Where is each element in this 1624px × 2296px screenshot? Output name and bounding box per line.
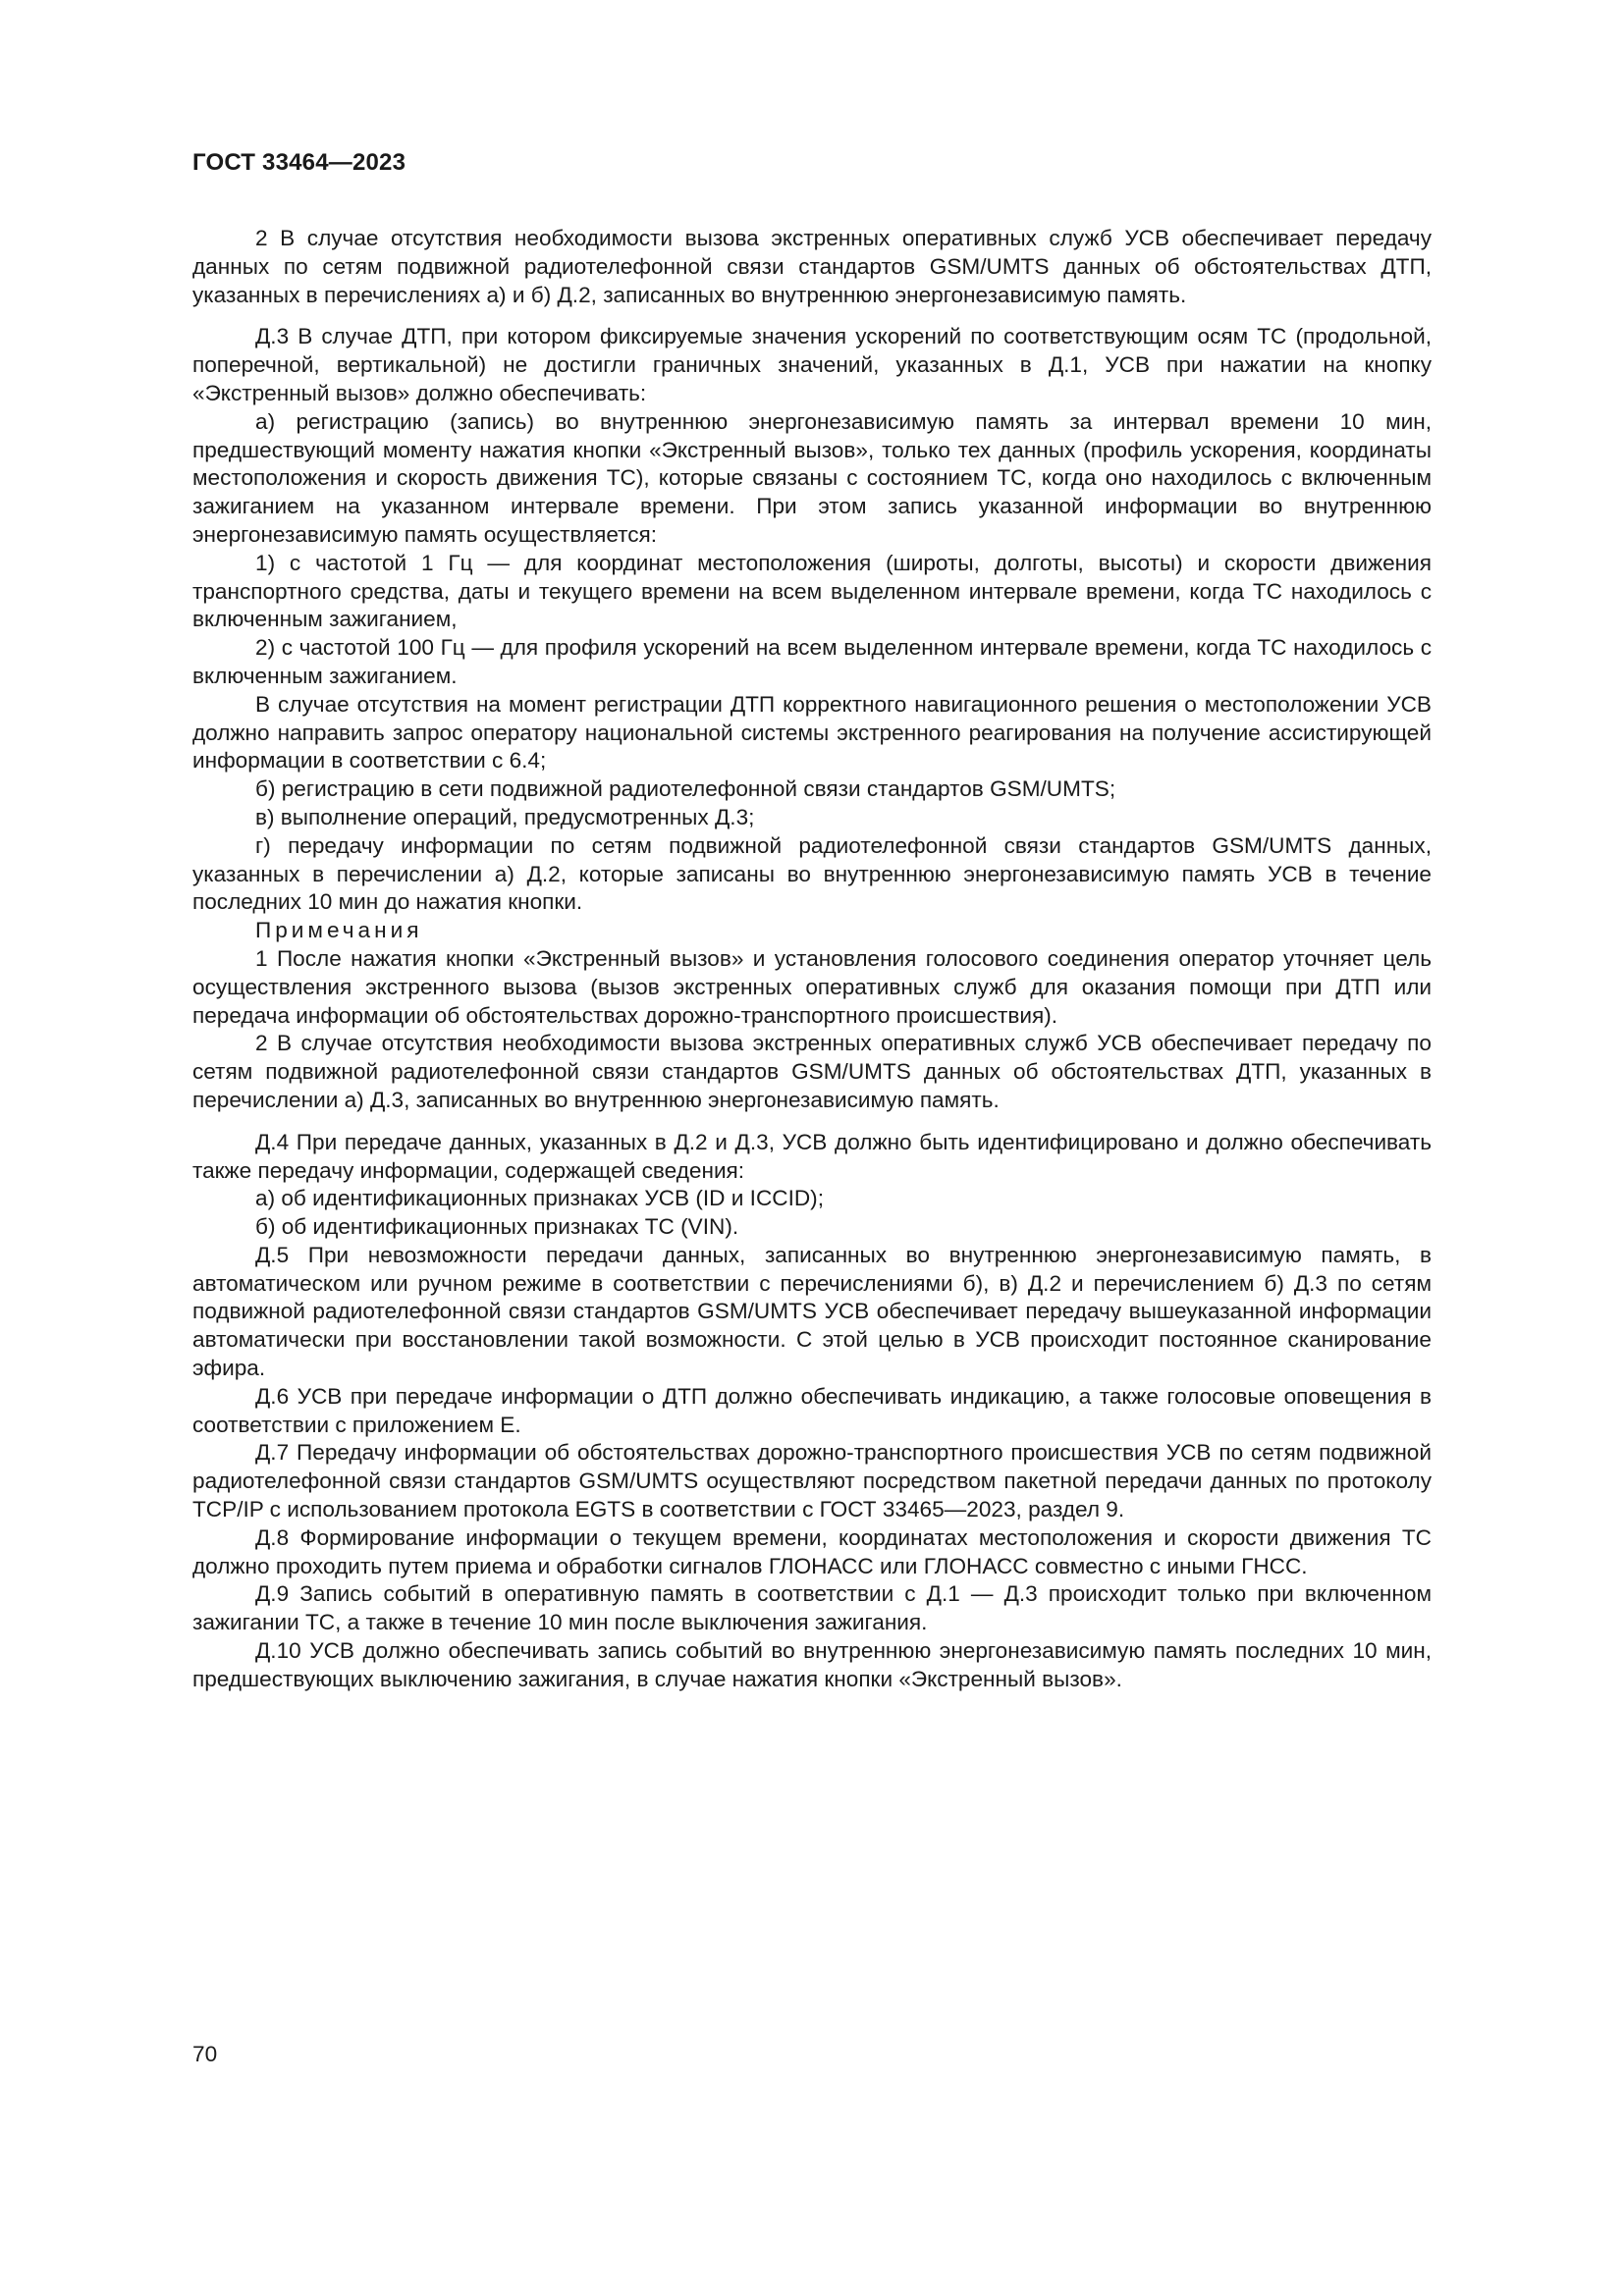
note-1: 1 После нажатия кнопки «Экстренный вызов» и установления голосового соединения оператор уточняет цель осуществления экстренного вызова (вызов экстренных оперативных служб для оказания помощи при ДТП или передача информации об обстоятельствах дорожно-транспортного происшествия).: [192, 945, 1432, 1028]
section-d5-paragraph: Д.5 При невозможности передачи данных, записанных во внутреннюю энергонезависимую память, в автоматическом или ручном режиме в соответствии с перечислениями б), в) Д.2 и перечислением б) Д.3 по сетям подвижной радиотелефонной связи стандартов GSM/UMTS УСВ обеспечивает передачу вышеуказанной информации автоматически при восстановлении такой возможности. С этой целью в УСВ происходит постоянное сканирование эфира.: [192, 1242, 1432, 1381]
section-d10-paragraph: Д.10 УСВ должно обеспечивать запись событий во внутреннюю энергонезависимую память последних 10 мин, предшествующих выключению зажигания, в случае нажатия кнопки «Экстренный вызов».: [192, 1638, 1432, 1691]
section-d8-paragraph: Д.8 Формирование информации о текущем времени, координатах местоположения и скорости движения ТС должно проходить путем приема и обработки сигналов ГЛОНАСС или ГЛОНАСС совместно с иными ГНСС.: [192, 1524, 1432, 1578]
list-item-b: б) регистрацию в сети подвижной радиотелефонной связи стандартов GSM/UMTS;: [255, 776, 1116, 802]
document-body: [192, 225, 1432, 1694]
list-item-1: 1) с частотой 1 Гц — для координат местоположения (широты, долготы, высоты) и скорости движения транспортного средства, даты и текущего времени на всем выделенном интервале времени, когда ТС находилось с включенным зажиганием,: [192, 550, 1432, 632]
list-item-g: г) передачу информации по сетям подвижной радиотелефонной связи стандартов GSM/UMTS данных, указанных в перечислении а) Д.2, которые записаны во внутреннюю энергонезависимую память УСВ в течение последних 10 мин до нажатия кнопки.: [192, 832, 1432, 915]
note-2: 2 В случае отсутствия необходимости вызова экстренных оперативных служб УСВ обеспечивает передачу по сетям подвижной радиотелефонной связи стандартов GSM/UMTS данных об обстоятельствах ДТП, указанных в перечислении а) Д.3, записанных во внутреннюю энергонезависимую память.: [192, 1031, 1432, 1112]
list-item-2: 2) с частотой 100 Гц — для профиля ускорений на всем выделенном интервале времени, когда ТС находилось с включенным зажиганием.: [192, 635, 1432, 688]
notes-heading: Примечания: [255, 918, 423, 943]
navigation-paragraph: В случае отсутствия на момент регистрации ДТП корректного навигационного решения о местоположении УСВ должно направить запрос оператору национальной системы экстренного реагирования на получение ассистирующей информации в соответствии с 6.4;: [192, 691, 1432, 774]
page-number: 70: [192, 2042, 218, 2066]
section-d7-paragraph: Д.7 Передачу информации об обстоятельствах дорожно-транспортного происшествия УСВ по сетям подвижной радиотелефонной связи стандартов GSM/UMTS осуществляют посредством пакетной передачи данных по протоколу TCP/IP с использованием протокола EGTS в соответствии с ГОСТ 33465—2023, раздел 9.: [192, 1440, 1432, 1522]
d4-item-a: а) об идентификационных признаках УСВ (ID и ICCID);: [255, 1186, 824, 1211]
note-2-paragraph: 2 В случае отсутствия необходимости вызова экстренных оперативных служб УСВ обеспечивает передачу данных по сетям подвижной радиотелефонной связи стандартов GSM/UMTS данных об обстоятельствах ДТП, указанных в перечислениях а) и б) Д.2, записанных во внутреннюю энергонезависимую память.: [192, 226, 1432, 307]
d4-item-b: б) об идентификационных признаках ТС (VIN).: [255, 1214, 739, 1240]
list-item-v: в) выполнение операций, предусмотренных Д.3;: [255, 804, 755, 829]
section-d3-paragraph: Д.3 В случае ДТП, при котором фиксируемые значения ускорений по соответствующим осям ТС (продольной, поперечной, вертикальной) не достигли граничных значений, указанных в Д.1, УСВ при нажатии на кнопку «Экстренный вызов» должно обеспечивать:: [192, 324, 1432, 405]
page-header-title: ГОСТ 33464—2023: [192, 149, 406, 176]
section-d4-paragraph: Д.4 При передаче данных, указанных в Д.2 и Д.3, УСВ должно быть идентифицировано и должно обеспечивать также передачу информации, содержащей сведения:: [192, 1129, 1432, 1183]
list-item-a: а) регистрацию (запись) во внутреннюю энергонезависимую память за интервал времени 10 мин, предшествующий моменту нажатия кнопки «Экстренный вызов», только тех данных (профиль ускорения, координаты местоположения и скорость движения ТС), которые связаны с состоянием ТС, когда оно находилось с включенным зажиганием на указанном интервале времени. При этом запись указанной информации во внутреннюю энергонезависимую память осуществляется:: [192, 408, 1432, 547]
section-d9-paragraph: Д.9 Запись событий в оперативную память в соответствии с Д.1 — Д.3 происходит только при включенном зажигании ТС, а также в течение 10 мин после выключения зажигания.: [192, 1581, 1432, 1635]
section-d6-paragraph: Д.6 УСВ при передаче информации о ДТП должно обеспечивать индикацию, а также голосовые оповещения в соответствии с приложением Е.: [192, 1383, 1432, 1437]
